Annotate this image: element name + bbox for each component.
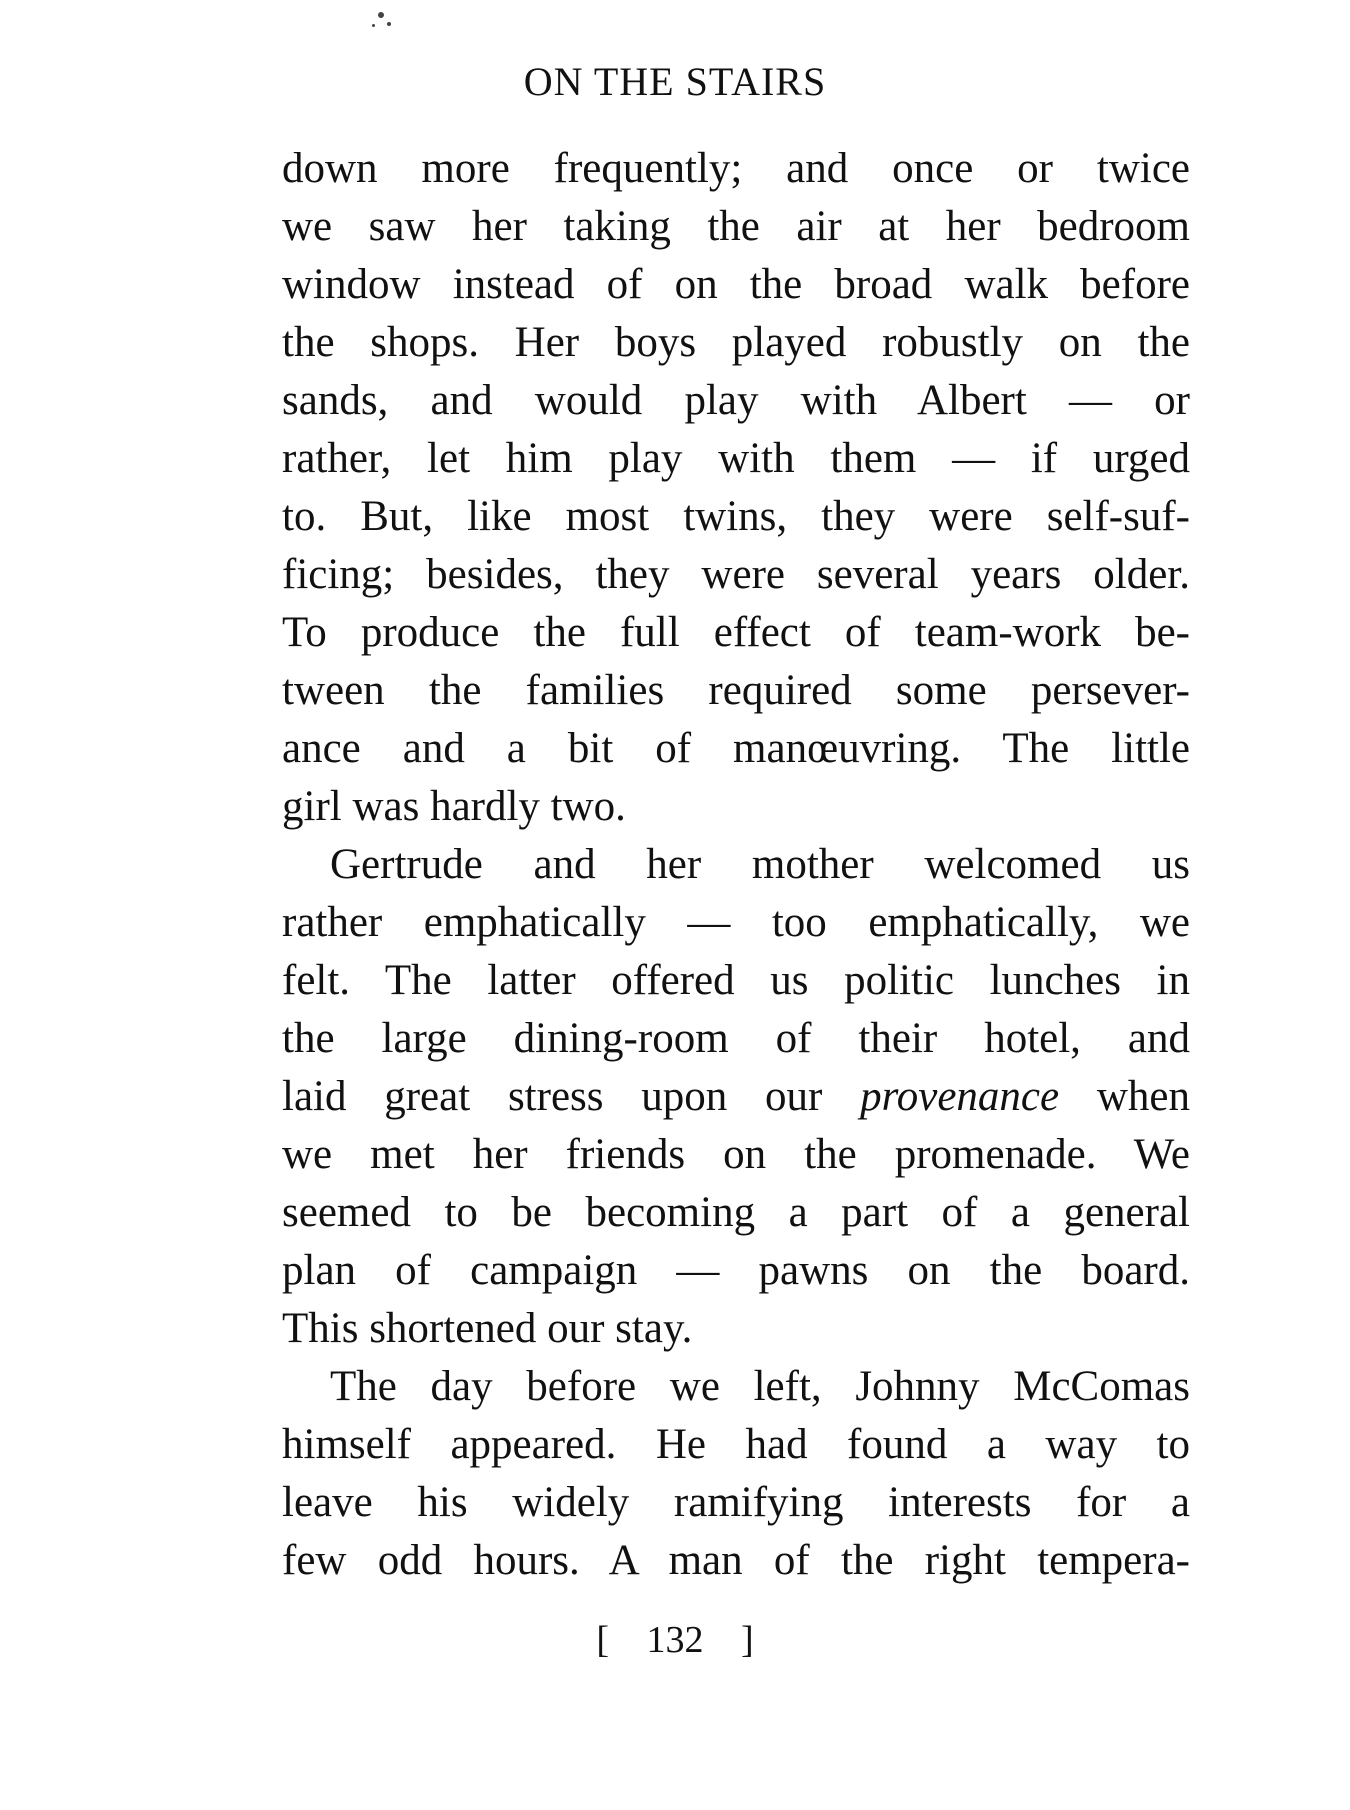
text-segment: laid great stress upon our — [282, 1073, 861, 1120]
text-line: leave his widely ramifying interests for a — [282, 1479, 1190, 1526]
text-line: sands, and would play with Albert — or — [282, 377, 1190, 424]
text-segment: when — [1059, 1073, 1190, 1120]
text-line: ficing; besides, they were several years older. — [282, 551, 1190, 598]
text-line: This shortened our stay. — [282, 1305, 693, 1352]
text-line: we met her friends on the promenade. We — [282, 1131, 1190, 1178]
text-line: window instead of on the broad walk before — [282, 261, 1190, 308]
text-line: Gertrude and her mother welcomed us — [330, 841, 1190, 888]
text-line: the shops. Her boys played robustly on the — [282, 319, 1190, 366]
text-line: tween the families required some persever- — [282, 667, 1190, 714]
text-line: felt. The latter offered us politic lunches in — [282, 957, 1190, 1004]
page-number: [ 132 ] — [596, 1619, 754, 1661]
text-line: seemed to be becoming a part of a general — [282, 1189, 1190, 1236]
running-title: ON THE STAIRS — [523, 59, 827, 104]
page-speck — [378, 12, 384, 18]
body-text — [282, 140, 1190, 1590]
text-line: To produce the full effect of team-work be- — [282, 609, 1190, 656]
text-line: to. But, like most twins, they were self-suf- — [282, 493, 1190, 540]
page-speck — [372, 24, 375, 27]
italic-word: provenance — [860, 1073, 1060, 1120]
text-line: The day before we left, Johnny McComas — [330, 1363, 1190, 1410]
text-line: himself appeared. He had found a way to — [282, 1421, 1190, 1468]
text-line: plan of campaign — pawns on the board. — [282, 1247, 1190, 1294]
text-line: girl was hardly two. — [282, 783, 626, 830]
text-line: few odd hours. A man of the right tempera- — [282, 1537, 1190, 1584]
text-line: the large dining-room of their hotel, and — [282, 1015, 1190, 1062]
text-line-with-italic — [282, 1068, 1190, 1126]
text-line: we saw her taking the air at her bedroom — [282, 203, 1190, 250]
text-line: ance and a bit of manœuvring. The little — [282, 725, 1190, 772]
text-line: rather, let him play with them — if urged — [282, 435, 1190, 482]
text-line: rather emphatically — too emphatically, we — [282, 899, 1190, 946]
page-speck — [387, 22, 391, 26]
text-line: down more frequently; and once or twice — [282, 145, 1190, 192]
